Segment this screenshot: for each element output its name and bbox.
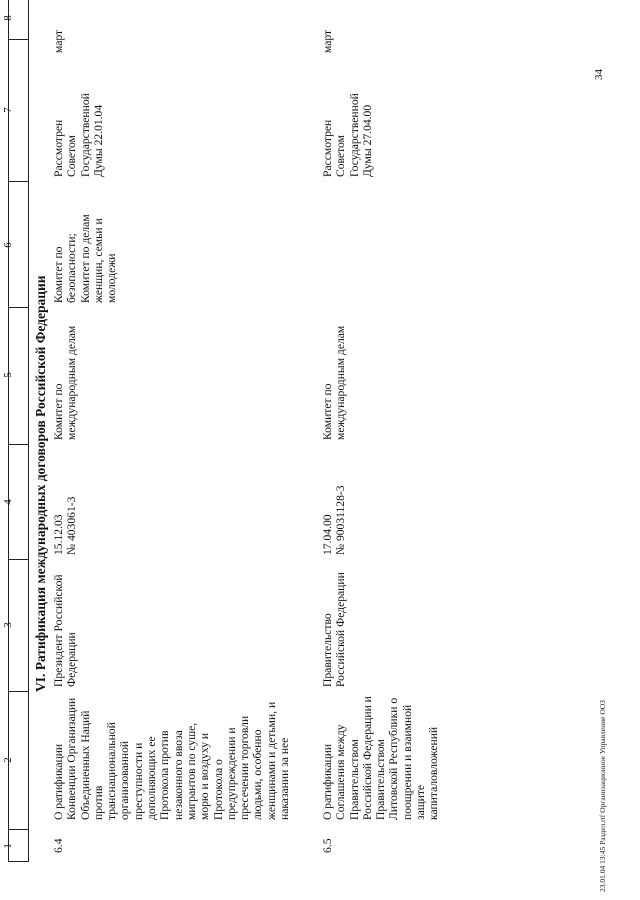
column-number: 3 xyxy=(2,622,14,628)
col-separator xyxy=(8,39,28,40)
row-registration: 17.04.00 № 90031128-3 xyxy=(321,485,348,555)
row-term: март xyxy=(321,29,334,53)
col-separator xyxy=(8,181,28,182)
col-separator xyxy=(8,444,28,445)
section-title: VI. Ратификация международных договоров Российской Федерации xyxy=(33,275,48,692)
column-number: 1 xyxy=(2,843,14,849)
column-number: 4 xyxy=(2,499,14,505)
row-initiator: Президент Российской Федерации xyxy=(52,574,79,687)
column-number: 8 xyxy=(2,15,14,21)
footer-meta: 23.01.04 13:45 Раздел.rtf Организационное Управление ООЗ xyxy=(598,700,607,892)
col-separator xyxy=(8,691,28,692)
col-separator xyxy=(8,307,28,308)
column-number: 5 xyxy=(2,372,14,378)
row-co-executors: Комитет по безопасности; Комитет по делам женщин, семьи и молодежи xyxy=(52,214,119,303)
row-title: О ратификации Соглашения между Правительством Российской Федерации и Правительством Литовской Республики о поощрении и взаимной защите капиталовложений xyxy=(321,696,441,820)
row-initiator: Правительство Российской Федерации xyxy=(321,572,348,687)
row-status: Рассмотрен Советом Государственной Думы 27.04.00 xyxy=(321,93,374,177)
column-number: 2 xyxy=(2,757,14,763)
row-responsible: Комитет по международным делам xyxy=(52,325,79,440)
header-row-rule xyxy=(28,0,29,862)
row-term: март xyxy=(52,29,65,53)
page-number: 34 xyxy=(593,69,605,80)
row-responsible: Комитет по международным делам xyxy=(321,325,348,440)
row-title: О ратификации Конвенции Организации Объединенных Наций против транснациональной организованной преступности и дополняющих ее Протокола против незаконного ввоза мигрантов по суше, морю и воздуху и Протокола о предупреждении и пресечении торговли людьми, особенно женщинами и детьми, и наказании за нее xyxy=(52,697,292,820)
column-number: 7 xyxy=(2,107,14,113)
col-separator xyxy=(8,559,28,560)
column-number: 6 xyxy=(2,242,14,248)
row-registration: 15.12.03 № 403061-3 xyxy=(52,496,79,555)
row-status: Рассмотрен Советом Государственной Думы 22.01.04 xyxy=(52,93,105,177)
row-number: 6.5 xyxy=(321,838,334,853)
row-number: 6.4 xyxy=(52,838,65,853)
